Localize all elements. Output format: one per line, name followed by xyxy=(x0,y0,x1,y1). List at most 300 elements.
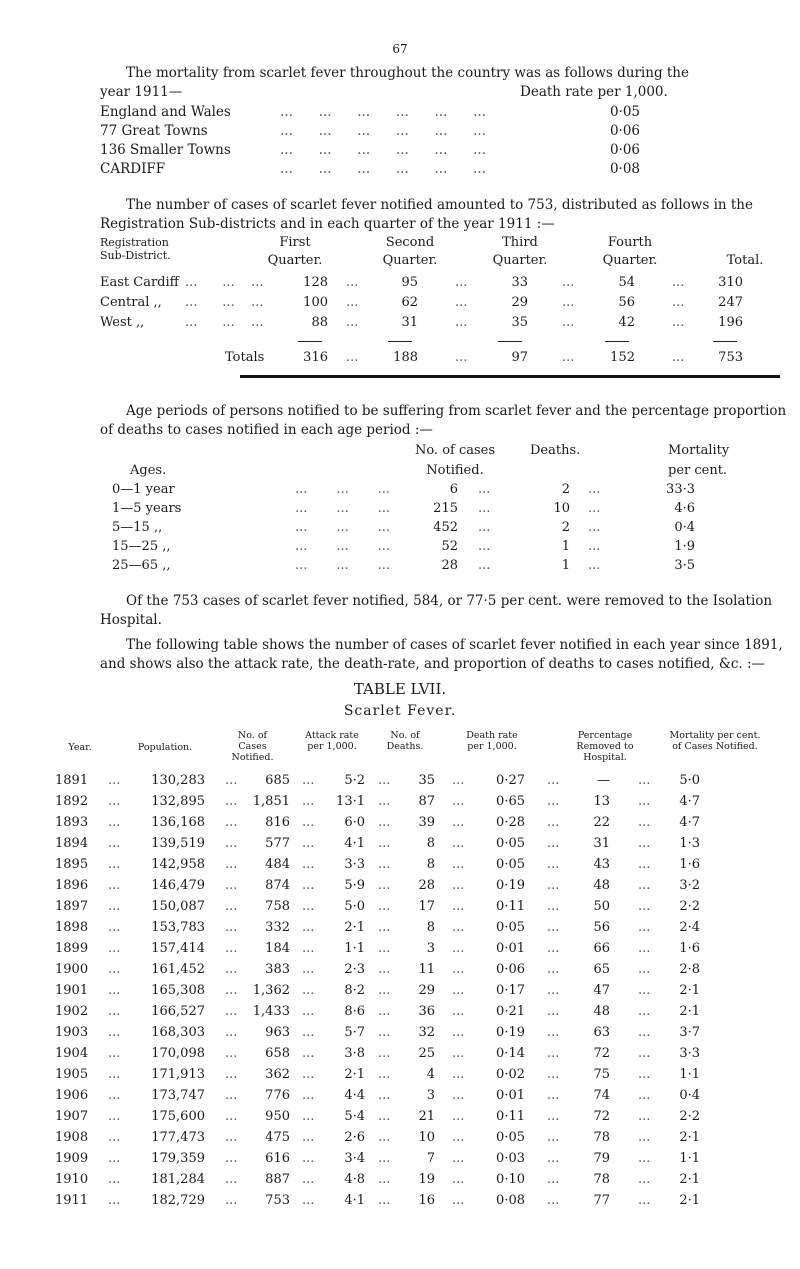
cases-cell: 874 xyxy=(265,878,290,893)
leader-dots: ... xyxy=(225,1130,238,1145)
place-label: England and Wales xyxy=(100,104,231,120)
year-cell: 1899 xyxy=(55,941,89,956)
leader-dots: ... xyxy=(225,962,238,977)
leader-dots: ... ... ... xyxy=(185,295,264,310)
leader-dots: ... xyxy=(225,899,238,914)
cases-cell: 475 xyxy=(265,1130,290,1145)
deaths-cell: 39 xyxy=(418,815,435,830)
population-cell: 181,284 xyxy=(151,1172,205,1187)
leader-dots: ... xyxy=(378,857,391,872)
leader-dots: ... xyxy=(108,1130,121,1145)
mortality-cell: 2·2 xyxy=(679,1109,700,1124)
attack-rate-cell: 3·4 xyxy=(344,1151,365,1166)
leader-dots: ... xyxy=(225,1172,238,1187)
deaths-cell: 10 xyxy=(418,1130,435,1145)
cases-cell: 776 xyxy=(265,1088,290,1103)
leader-dots: ... xyxy=(378,815,391,830)
leader-dots: ... xyxy=(452,1025,465,1040)
removed-cell: 56 xyxy=(593,920,610,935)
leader-dots: ... xyxy=(225,1109,238,1124)
rate-value: 0·06 xyxy=(609,123,640,139)
leader-dots: ... xyxy=(547,1172,560,1187)
attack-rate-cell: 6·0 xyxy=(344,815,365,830)
leader-dots: ... xyxy=(452,773,465,788)
deaths-cell: 28 xyxy=(418,878,435,893)
leader-dots: ... xyxy=(672,350,685,365)
leader-dots: ... ... ... xyxy=(295,558,391,573)
leader-dots: ... xyxy=(108,1046,121,1061)
death-rate-cell: 0·05 xyxy=(496,1130,525,1145)
death-rate-cell: 0·01 xyxy=(496,1088,525,1103)
removed-cell: 22 xyxy=(593,815,610,830)
removed-cell: 65 xyxy=(593,962,610,977)
population-cell: 142,958 xyxy=(151,857,205,872)
mortality-value: 4·6 xyxy=(674,501,695,516)
leader-dots: ... xyxy=(225,983,238,998)
th-deaths: No. of Deaths. xyxy=(386,730,424,752)
deaths-cell: 8 xyxy=(426,836,435,851)
mortality-row xyxy=(100,104,640,122)
cases-cell: 616 xyxy=(265,1151,290,1166)
removed-cell: 47 xyxy=(593,983,610,998)
leader-dots: ... xyxy=(547,941,560,956)
leader-dots: ... xyxy=(547,836,560,851)
mortality-cell: 2·1 xyxy=(679,983,700,998)
total-value: 310 xyxy=(718,275,743,290)
removed-cell: 74 xyxy=(593,1088,610,1103)
removed-cell: 78 xyxy=(593,1172,610,1187)
attack-rate-cell: 8·2 xyxy=(344,983,365,998)
cases-value: 52 xyxy=(441,539,458,554)
leader-dots: ... xyxy=(452,878,465,893)
age-label: 5—15 ,, xyxy=(112,520,163,535)
deaths-cell: 16 xyxy=(418,1193,435,1208)
leader-dots: ... xyxy=(225,1067,238,1082)
leader-dots: ... xyxy=(302,983,315,998)
leader-dots: ... xyxy=(478,520,491,535)
q1-value: 88 xyxy=(311,315,328,330)
leader-dots: ... ... ... ... ... ... xyxy=(280,161,486,177)
leader-dots: ... xyxy=(225,941,238,956)
leader-dots: ... xyxy=(547,773,560,788)
death-rate-cell: 0·21 xyxy=(496,1004,525,1019)
death-rate-cell: 0·06 xyxy=(496,962,525,977)
population-cell: 168,303 xyxy=(151,1025,205,1040)
leader-dots: ... xyxy=(547,1025,560,1040)
leader-dots: ... ... ... ... ... ... xyxy=(280,123,486,139)
q3-value: 35 xyxy=(511,315,528,330)
removed-cell: 31 xyxy=(593,836,610,851)
cases-value: 6 xyxy=(449,482,458,497)
age-label: 1—5 years xyxy=(112,501,182,516)
leader-dots: ... xyxy=(302,1172,315,1187)
leader-dots: ... xyxy=(302,1067,315,1082)
header-q2-line1: Second xyxy=(385,235,435,250)
removed-cell: 78 xyxy=(593,1130,610,1145)
leader-dots: ... xyxy=(378,941,391,956)
isolation-paragraph: Of the 753 cases of scarlet fever notified, 584, or 77·5 per cent. were removed to the Isolation Hospital. xyxy=(100,593,773,628)
leader-dots: ... xyxy=(638,1130,651,1145)
leader-dots: ... xyxy=(378,1109,391,1124)
population-cell: 146,479 xyxy=(151,878,205,893)
age-header-ages: Ages. xyxy=(130,463,167,478)
cases-cell: 963 xyxy=(265,1025,290,1040)
year-cell: 1895 xyxy=(55,857,89,872)
grand-total: 753 xyxy=(718,350,743,365)
mortality-value: 0·4 xyxy=(674,520,695,535)
attack-rate-cell: 3·8 xyxy=(344,1046,365,1061)
th-cases: No. of Cases Notified. xyxy=(231,730,274,763)
header-district-line2: Sub-District. xyxy=(100,249,171,262)
leader-dots: ... xyxy=(302,836,315,851)
sum-rule xyxy=(298,341,322,342)
year-cell: 1909 xyxy=(55,1151,89,1166)
leader-dots: ... xyxy=(225,1193,238,1208)
death-rate-cell: 0·11 xyxy=(496,1109,525,1124)
age-row xyxy=(100,558,700,576)
leader-dots: ... xyxy=(378,1025,391,1040)
table-row xyxy=(40,1172,790,1193)
q3-value: 33 xyxy=(511,275,528,290)
removed-cell: 63 xyxy=(593,1025,610,1040)
table-row xyxy=(40,1046,790,1067)
table-row xyxy=(40,1088,790,1109)
leader-dots: ... xyxy=(108,836,121,851)
subdistrict-row xyxy=(100,295,780,313)
attack-rate-cell: 5·4 xyxy=(344,1109,365,1124)
cases-cell: 1,433 xyxy=(252,1004,290,1019)
attack-rate-cell: 8·6 xyxy=(344,1004,365,1019)
table-row xyxy=(40,899,790,920)
table-row xyxy=(40,1067,790,1088)
leader-dots: ... xyxy=(302,1151,315,1166)
deaths-value: 2 xyxy=(561,520,570,535)
leader-dots: ... ... ... ... ... ... xyxy=(280,142,486,158)
attack-rate-cell: 4·4 xyxy=(344,1088,365,1103)
th-removed: Percentage Removed to Hospital. xyxy=(576,730,634,763)
leader-dots: ... xyxy=(378,983,391,998)
population-cell: 173,747 xyxy=(151,1088,205,1103)
death-rate-cell: 0·03 xyxy=(496,1151,525,1166)
attack-rate-cell: 13·1 xyxy=(336,794,365,809)
leader-dots: ... xyxy=(108,773,121,788)
leader-dots: ... xyxy=(452,941,465,956)
mortality-value: 33·3 xyxy=(666,482,695,497)
leader-dots: ... xyxy=(302,773,315,788)
mortality-cell: 1·1 xyxy=(679,1067,700,1082)
table-row xyxy=(40,815,790,836)
q3-total: 97 xyxy=(511,350,528,365)
table-row xyxy=(40,983,790,1004)
q2-total: 188 xyxy=(393,350,418,365)
leader-dots: ... xyxy=(638,1025,651,1040)
leader-dots: ... xyxy=(108,1025,121,1040)
header-q1-line2: Quarter. xyxy=(267,253,323,268)
death-rate-cell: 0·05 xyxy=(496,836,525,851)
death-rate-cell: 0·19 xyxy=(496,878,525,893)
deaths-cell: 4 xyxy=(426,1067,435,1082)
total-value: 247 xyxy=(718,295,743,310)
population-cell: 157,414 xyxy=(151,941,205,956)
leader-dots: ... xyxy=(225,773,238,788)
leader-dots: ... xyxy=(638,941,651,956)
leader-dots: ... ... ... xyxy=(185,275,264,290)
table-row xyxy=(40,857,790,878)
mortality-cell: 1·6 xyxy=(679,941,700,956)
death-rate-cell: 0·10 xyxy=(496,1172,525,1187)
leader-dots: ... xyxy=(638,920,651,935)
attack-rate-cell: 4·8 xyxy=(344,1172,365,1187)
leader-dots: ... xyxy=(638,836,651,851)
leader-dots: ... xyxy=(672,275,685,290)
leader-dots: ... xyxy=(588,501,601,516)
leader-dots: ... xyxy=(108,920,121,935)
mortality-row xyxy=(100,142,640,160)
leader-dots: ... ... ... xyxy=(295,539,391,554)
removed-cell: 77 xyxy=(593,1193,610,1208)
table-row xyxy=(40,1025,790,1046)
year-cell: 1894 xyxy=(55,836,89,851)
mortality-cell: 2·1 xyxy=(679,1004,700,1019)
leader-dots: ... xyxy=(672,315,685,330)
leader-dots: ... xyxy=(225,1046,238,1061)
year-cell: 1911 xyxy=(55,1193,89,1208)
leader-dots: ... xyxy=(302,815,315,830)
subdistrict-row xyxy=(100,275,780,293)
table-row xyxy=(40,962,790,983)
deaths-value: 10 xyxy=(553,501,570,516)
leader-dots: ... xyxy=(302,920,315,935)
deaths-cell: 32 xyxy=(418,1025,435,1040)
leader-dots: ... ... ... xyxy=(295,520,391,535)
header-district-line1: Registration xyxy=(100,236,169,249)
leader-dots: ... xyxy=(302,1025,315,1040)
removed-cell: 48 xyxy=(593,878,610,893)
leader-dots: ... xyxy=(455,275,468,290)
leader-dots: ... xyxy=(452,794,465,809)
header-q2-line2: Quarter. xyxy=(382,253,438,268)
leader-dots: ... xyxy=(547,857,560,872)
table-row xyxy=(40,878,790,899)
table-end-rule xyxy=(240,375,780,378)
mortality-cell: 2·8 xyxy=(679,962,700,977)
leader-dots: ... xyxy=(562,295,575,310)
leader-dots: ... xyxy=(638,962,651,977)
leader-dots: ... xyxy=(108,962,121,977)
attack-rate-cell: 1·1 xyxy=(344,941,365,956)
population-cell: 171,913 xyxy=(151,1067,205,1082)
leader-dots: ... xyxy=(346,275,359,290)
year-cell: 1898 xyxy=(55,920,89,935)
year-cell: 1896 xyxy=(55,878,89,893)
deaths-cell: 25 xyxy=(418,1046,435,1061)
cases-cell: 758 xyxy=(265,899,290,914)
year-cell: 1901 xyxy=(55,983,89,998)
mortality-cell: 2·1 xyxy=(679,1172,700,1187)
attack-rate-cell: 2·3 xyxy=(344,962,365,977)
leader-dots: ... xyxy=(638,1046,651,1061)
population-cell: 170,098 xyxy=(151,1046,205,1061)
table-row xyxy=(40,773,790,794)
population-cell: 177,473 xyxy=(151,1130,205,1145)
deaths-cell: 3 xyxy=(426,941,435,956)
leader-dots: ... xyxy=(302,1004,315,1019)
age-intro: Age periods of persons notified to be suffering from scarlet fever and the percentage proportion of deaths to cases notified in each age period :— xyxy=(100,403,787,438)
table-intro: The following table shows the number of cases of scarlet fever notified in each year since 1891, and shows also the attack rate, the death-rate, and proportion of deaths to cases notified, &c. :— xyxy=(100,637,783,672)
leader-dots: ... xyxy=(346,295,359,310)
deaths-cell: 17 xyxy=(418,899,435,914)
leader-dots: ... xyxy=(588,558,601,573)
death-rate-header: Death rate per 1,000. xyxy=(520,84,668,100)
removed-cell: 72 xyxy=(593,1109,610,1124)
year-cell: 1891 xyxy=(55,773,89,788)
leader-dots: ... xyxy=(225,920,238,935)
leader-dots: ... xyxy=(378,1172,391,1187)
leader-dots: ... xyxy=(302,1109,315,1124)
cases-cell: 816 xyxy=(265,815,290,830)
leader-dots: ... xyxy=(302,878,315,893)
mortality-cell: 3·7 xyxy=(679,1025,700,1040)
leader-dots: ... xyxy=(638,878,651,893)
leader-dots: ... xyxy=(108,941,121,956)
leader-dots: ... ... ... xyxy=(295,501,391,516)
cases-cell: 658 xyxy=(265,1046,290,1061)
sum-rule xyxy=(388,341,412,342)
leader-dots: ... xyxy=(302,1130,315,1145)
table-row xyxy=(40,836,790,857)
district-name: East Cardiff xyxy=(100,275,179,290)
cases-cell: 362 xyxy=(265,1067,290,1082)
th-mortality: Mortality per cent. of Cases Notified. xyxy=(669,730,761,752)
leader-dots: ... xyxy=(225,836,238,851)
leader-dots: ... xyxy=(452,1067,465,1082)
mortality-cell: 2·1 xyxy=(679,1193,700,1208)
population-cell: 182,729 xyxy=(151,1193,205,1208)
leader-dots: ... xyxy=(378,1004,391,1019)
population-cell: 150,087 xyxy=(151,899,205,914)
leader-dots: ... xyxy=(452,836,465,851)
leader-dots: ... xyxy=(108,1151,121,1166)
leader-dots: ... xyxy=(452,857,465,872)
population-cell: 166,527 xyxy=(151,1004,205,1019)
q4-value: 54 xyxy=(618,275,635,290)
removed-cell: 79 xyxy=(593,1151,610,1166)
leader-dots: ... xyxy=(108,1193,121,1208)
table-row xyxy=(40,1109,790,1130)
leader-dots: ... xyxy=(108,1004,121,1019)
leader-dots: ... xyxy=(638,983,651,998)
rate-value: 0·06 xyxy=(609,142,640,158)
population-cell: 132,895 xyxy=(151,794,205,809)
leader-dots: ... xyxy=(455,350,468,365)
leader-dots: ... xyxy=(378,1067,391,1082)
q1-total: 316 xyxy=(303,350,328,365)
deaths-cell: 35 xyxy=(418,773,435,788)
cases-cell: 332 xyxy=(265,920,290,935)
cases-cell: 383 xyxy=(265,962,290,977)
leader-dots: ... xyxy=(225,1088,238,1103)
age-row xyxy=(100,482,700,500)
leader-dots: ... xyxy=(225,1151,238,1166)
q4-total: 152 xyxy=(610,350,635,365)
attack-rate-cell: 4·1 xyxy=(344,1193,365,1208)
leader-dots: ... xyxy=(547,1067,560,1082)
leader-dots: ... xyxy=(452,899,465,914)
mortality-cell: 0·4 xyxy=(679,1088,700,1103)
removed-cell: 50 xyxy=(593,899,610,914)
age-row xyxy=(100,539,700,557)
leader-dots: ... xyxy=(452,1004,465,1019)
leader-dots: ... xyxy=(547,899,560,914)
sum-rule xyxy=(605,341,629,342)
leader-dots: ... xyxy=(378,794,391,809)
leader-dots: ... xyxy=(346,350,359,365)
cases-cell: 484 xyxy=(265,857,290,872)
mortality-cell: 4·7 xyxy=(679,794,700,809)
header-q3-line2: Quarter. xyxy=(492,253,548,268)
leader-dots: ... xyxy=(547,1109,560,1124)
death-rate-cell: 0·08 xyxy=(496,1193,525,1208)
leader-dots: ... xyxy=(547,1193,560,1208)
leader-dots: ... xyxy=(638,1067,651,1082)
leader-dots: ... xyxy=(302,962,315,977)
leader-dots: ... xyxy=(378,962,391,977)
th-population: Population. xyxy=(137,742,193,753)
cases-value: 452 xyxy=(433,520,458,535)
deaths-cell: 11 xyxy=(418,962,435,977)
year-cell: 1903 xyxy=(55,1025,89,1040)
leader-dots: ... xyxy=(452,1130,465,1145)
leader-dots: ... xyxy=(452,815,465,830)
leader-dots: ... xyxy=(562,315,575,330)
header-q4-line1: Fourth xyxy=(607,235,653,250)
leader-dots: ... xyxy=(547,962,560,977)
leader-dots: ... xyxy=(378,836,391,851)
leader-dots: ... xyxy=(588,539,601,554)
leader-dots: ... xyxy=(562,350,575,365)
mortality-cell: 2·2 xyxy=(679,899,700,914)
leader-dots: ... xyxy=(638,815,651,830)
population-cell: 165,308 xyxy=(151,983,205,998)
leader-dots: ... xyxy=(302,1088,315,1103)
leader-dots: ... xyxy=(638,1193,651,1208)
table-subtitle: Scarlet Fever. xyxy=(343,703,457,719)
leader-dots: ... xyxy=(452,1088,465,1103)
place-label: CARDIFF xyxy=(100,161,166,177)
mortality-cell: 4·7 xyxy=(679,815,700,830)
deaths-value: 1 xyxy=(561,558,570,573)
leader-dots: ... xyxy=(378,1193,391,1208)
table-row xyxy=(40,794,790,815)
leader-dots: ... xyxy=(108,1067,121,1082)
attack-rate-cell: 5·0 xyxy=(344,899,365,914)
leader-dots: ... xyxy=(562,275,575,290)
deaths-cell: 8 xyxy=(426,920,435,935)
subdistrict-intro: The number of cases of scarlet fever notified amounted to 753, distributed as follows in the Registration Sub-districts and in each quarter of the year 1911 :— xyxy=(100,197,753,232)
removed-cell: — xyxy=(597,773,610,788)
population-cell: 161,452 xyxy=(151,962,205,977)
year-cell: 1904 xyxy=(55,1046,89,1061)
leader-dots: ... xyxy=(302,899,315,914)
removed-cell: 66 xyxy=(593,941,610,956)
attack-rate-cell: 5·7 xyxy=(344,1025,365,1040)
leader-dots: ... xyxy=(108,983,121,998)
mortality-intro: The mortality from scarlet fever throughout the country was as follows during the year 1911— xyxy=(100,65,689,100)
sum-rule xyxy=(713,341,737,342)
header-q1-line1: First xyxy=(279,235,311,250)
death-rate-cell: 0·27 xyxy=(496,773,525,788)
cases-cell: 1,362 xyxy=(252,983,290,998)
